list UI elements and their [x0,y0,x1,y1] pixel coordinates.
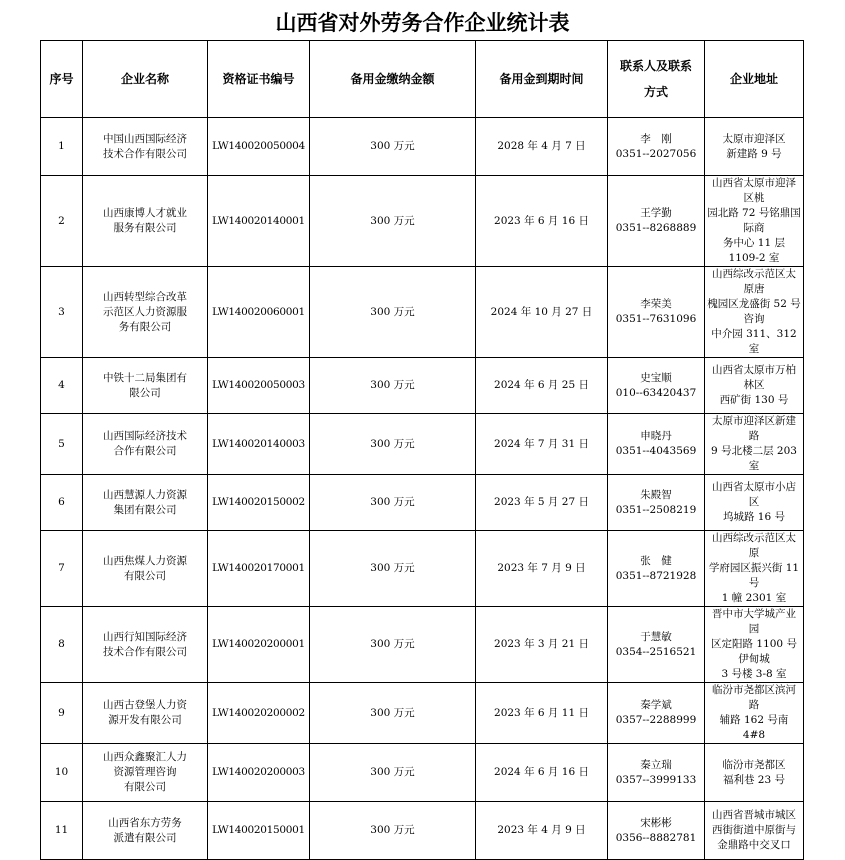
cell-no: 5 [41,414,83,475]
cell-contact: 李荣美 0351--7631096 [608,267,705,358]
cell-no: 1 [41,118,83,176]
cell-no: 4 [41,358,83,414]
cell-name: 山西行知国际经济 技术合作有限公司 [83,607,208,683]
header-no: 序号 [41,41,83,118]
cell-name: 山西转型综合改革 示范区人力资源服 务有限公司 [83,267,208,358]
cell-cert: LW140020140003 [208,414,310,475]
cell-expiry: 2023 年 4 月 9 日 [476,802,608,860]
cell-name: 山西慧源人力资源 集团有限公司 [83,475,208,531]
cell-deposit: 300 万元 [310,176,476,267]
cell-no: 10 [41,744,83,802]
cell-expiry: 2023 年 6 月 11 日 [476,683,608,744]
header-deposit: 备用金缴纳金额 [310,41,476,118]
header-cert: 资格证书编号 [208,41,310,118]
cell-cert: LW140020060001 [208,267,310,358]
cell-no: 3 [41,267,83,358]
cell-address: 临汾市尧都区滨河路 辅路 162 号南 4#8 [705,683,804,744]
cell-address: 山西综改示范区太原 学府园区振兴街 11 号 1 幢 2301 室 [705,531,804,607]
cell-deposit: 300 万元 [310,802,476,860]
cell-deposit: 300 万元 [310,414,476,475]
cell-contact: 于慧敏 0354--2516521 [608,607,705,683]
cell-contact: 申晓丹 0351--4043569 [608,414,705,475]
cell-expiry: 2023 年 5 月 27 日 [476,475,608,531]
table-row [41,744,804,802]
cell-cert: LW140020050004 [208,118,310,176]
cell-contact: 李 刚 0351--2027056 [608,118,705,176]
cell-expiry: 2023 年 3 月 21 日 [476,607,608,683]
table-row [41,531,804,607]
table-row [41,607,804,683]
cell-contact: 史宝顺 010--63420437 [608,358,705,414]
cell-address: 晋中市大学城产业园 区定阳路 1100 号伊甸城 3 号楼 3-8 室 [705,607,804,683]
cell-address: 山西省太原市小店区 坞城路 16 号 [705,475,804,531]
table-row [41,118,804,176]
cell-name: 山西国际经济技术 合作有限公司 [83,414,208,475]
cell-no: 2 [41,176,83,267]
header-contact: 联系人及联系 方式 [608,41,705,118]
cell-address: 山西综改示范区太原唐 槐园区龙盛街 52 号咨询 中介园 311、312 室 [705,267,804,358]
cell-cert: LW140020050003 [208,358,310,414]
cell-contact: 张 健 0351--8721928 [608,531,705,607]
enterprise-table [40,40,804,860]
cell-deposit: 300 万元 [310,118,476,176]
cell-contact: 朱殿智 0351--2508219 [608,475,705,531]
cell-name: 中国山西国际经济 技术合作有限公司 [83,118,208,176]
cell-no: 7 [41,531,83,607]
cell-cert: LW140020140001 [208,176,310,267]
cell-name: 山西焦煤人力资源 有限公司 [83,531,208,607]
cell-deposit: 300 万元 [310,358,476,414]
cell-address: 山西省太原市迎泽区桃 园北路 72 号铭鼎国际商 务中心 11 层 1109-2 室 [705,176,804,267]
cell-address: 太原市迎泽区新建路 9 号北楼二层 203 室 [705,414,804,475]
cell-expiry: 2023 年 7 月 9 日 [476,531,608,607]
header-name: 企业名称 [83,41,208,118]
cell-expiry: 2024 年 7 月 31 日 [476,414,608,475]
cell-deposit: 300 万元 [310,267,476,358]
table-row [41,683,804,744]
cell-expiry: 2024 年 10 月 27 日 [476,267,608,358]
cell-expiry: 2023 年 6 月 16 日 [476,176,608,267]
cell-address: 太原市迎泽区 新建路 9 号 [705,118,804,176]
cell-contact: 秦学斌 0357--2288999 [608,683,705,744]
cell-address: 山西省晋城市城区 西街街道中原街与 金鼎路中交叉口 [705,802,804,860]
cell-no: 6 [41,475,83,531]
table-row [41,414,804,475]
cell-contact: 宋彬彬 0356--8882781 [608,802,705,860]
table-row [41,267,804,358]
cell-name: 山西众鑫聚汇人力 资源管理咨询 有限公司 [83,744,208,802]
header-row [41,41,804,118]
cell-cert: LW140020200003 [208,744,310,802]
cell-contact: 秦立瑞 0357--3999133 [608,744,705,802]
cell-cert: LW140020200001 [208,607,310,683]
cell-name: 中铁十二局集团有 限公司 [83,358,208,414]
cell-no: 8 [41,607,83,683]
cell-deposit: 300 万元 [310,475,476,531]
cell-no: 11 [41,802,83,860]
page-title: 山西省对外劳务合作企业统计表 [275,11,570,35]
cell-no: 9 [41,683,83,744]
table-row [41,358,804,414]
cell-cert: LW140020150002 [208,475,310,531]
cell-expiry: 2024 年 6 月 16 日 [476,744,608,802]
cell-deposit: 300 万元 [310,531,476,607]
cell-expiry: 2028 年 4 月 7 日 [476,118,608,176]
table-row [41,176,804,267]
cell-name: 山西康博人才就业 服务有限公司 [83,176,208,267]
cell-contact: 王学勤 0351--8268889 [608,176,705,267]
cell-name: 山西省东方劳务 派遣有限公司 [83,802,208,860]
cell-address: 临汾市尧都区 福利巷 23 号 [705,744,804,802]
cell-deposit: 300 万元 [310,607,476,683]
cell-deposit: 300 万元 [310,744,476,802]
table-row [41,475,804,531]
cell-cert: LW140020150001 [208,802,310,860]
cell-address: 山西省太原市万柏林区 西矿街 130 号 [705,358,804,414]
cell-cert: LW140020200002 [208,683,310,744]
header-address: 企业地址 [705,41,804,118]
cell-cert: LW140020170001 [208,531,310,607]
cell-expiry: 2024 年 6 月 25 日 [476,358,608,414]
cell-name: 山西古登堡人力资 源开发有限公司 [83,683,208,744]
cell-deposit: 300 万元 [310,683,476,744]
table-row [41,802,804,860]
header-expiry: 备用金到期时间 [476,41,608,118]
